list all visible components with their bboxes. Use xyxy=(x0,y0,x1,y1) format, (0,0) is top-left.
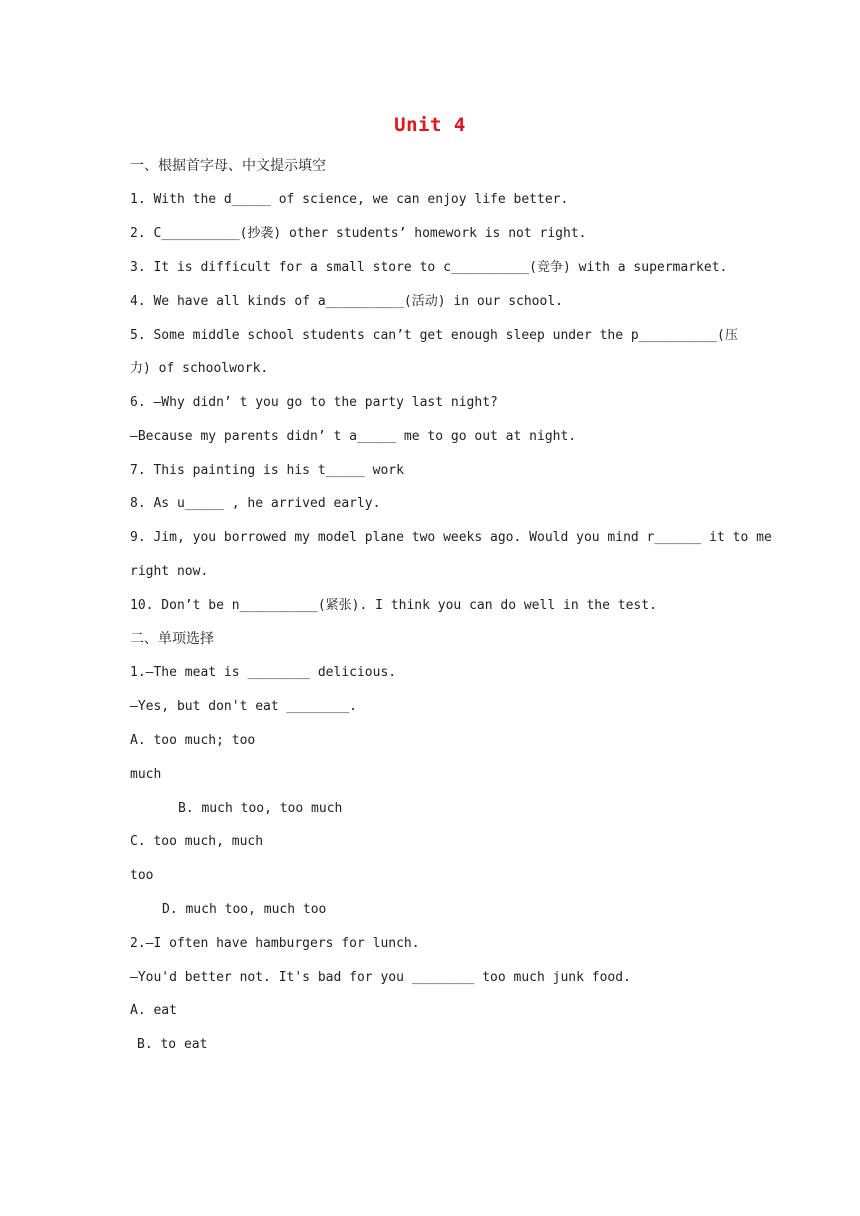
option-line: much xyxy=(130,767,162,782)
option-line: C. too much, much xyxy=(130,834,264,849)
page-title: Unit 4 xyxy=(394,114,466,136)
option-line: A. eat xyxy=(130,1003,177,1018)
question-line: 3. It is difficult for a small store to c__________(竞争) with a supermarket. xyxy=(130,260,728,275)
question-line: right now. xyxy=(130,564,209,579)
section-2-heading: 二、单项选择 xyxy=(130,631,214,647)
question-line: —Yes, but don't eat ________. xyxy=(130,699,357,714)
question-line: —You'd better not. It's bad for you ________ too much junk food. xyxy=(130,970,631,985)
option-line: D. much too, much too xyxy=(162,902,327,917)
question-line: 力) of schoolwork. xyxy=(130,361,269,376)
question-line: 7. This painting is his t_____ work xyxy=(130,463,404,478)
question-line: —Because my parents didn’ t a_____ me to go out at night. xyxy=(130,429,577,444)
question-line: 1. With the d_____ of science, we can enjoy life better. xyxy=(130,192,569,207)
question-line: 8. As u_____ , he arrived early. xyxy=(130,496,381,511)
question-line: 2.—I often have hamburgers for lunch. xyxy=(130,936,420,951)
question-line: 10. Don’t be n__________(紧张). I think you can do well in the test. xyxy=(130,598,657,613)
section-1-heading: 一、根据首字母、中文提示填空 xyxy=(130,158,326,174)
question-line: 9. Jim, you borrowed my model plane two weeks ago. Would you mind r______ it to me xyxy=(130,530,772,545)
question-line: 5. Some middle school students can’t get enough sleep under the p__________(压 xyxy=(130,328,738,343)
question-line: 4. We have all kinds of a__________(活动) in our school. xyxy=(130,294,563,309)
option-line: B. much too, too much xyxy=(178,801,343,816)
option-line: too xyxy=(130,868,154,883)
option-line: B. to eat xyxy=(137,1037,208,1052)
question-line: 1.—The meat is ________ delicious. xyxy=(130,665,397,680)
option-line: A. too much; too xyxy=(130,733,256,748)
question-line: 2. C__________(抄袭) other students’ homework is not right. xyxy=(130,226,587,241)
question-line: 6. —Why didn’ t you go to the party last night? xyxy=(130,395,498,410)
